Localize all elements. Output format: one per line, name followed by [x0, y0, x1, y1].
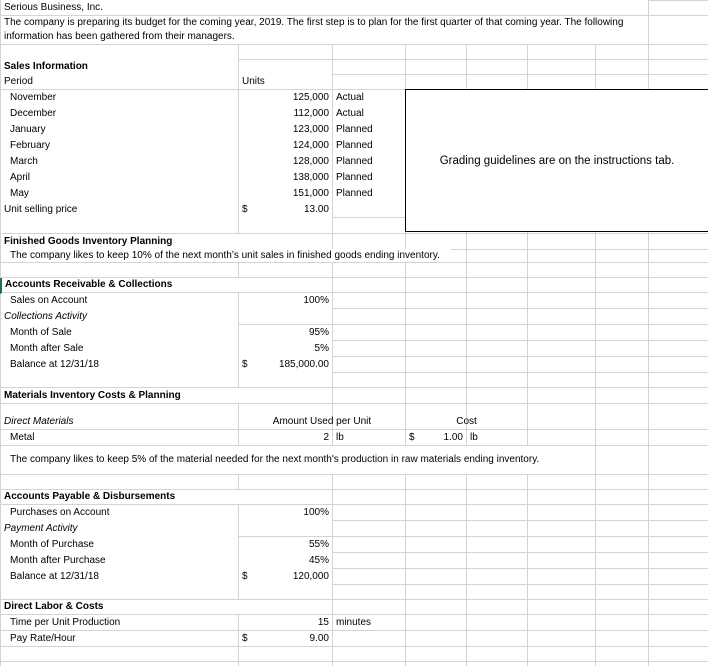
receivables-heading: Accounts Receivable & Collections — [2, 278, 332, 292]
time-per-unit-label: Time per Unit Production — [1, 615, 238, 630]
sales-status-april[interactable]: Planned — [333, 170, 405, 186]
sales-status-november[interactable]: Actual — [333, 90, 405, 106]
sales-units-december[interactable]: 112,000 — [239, 106, 332, 122]
unit-price-value[interactable]: 13.00 — [259, 202, 332, 218]
sales-units-march[interactable]: 128,000 — [239, 154, 332, 170]
sales-status-december[interactable]: Actual — [333, 106, 405, 122]
direct-materials-label: Direct Materials — [1, 414, 238, 429]
finished-goods-text: The company likes to keep 10% of the next month’s unit sales in finished goods ending inventory. — [1, 249, 451, 262]
time-per-unit-value[interactable]: 15 — [239, 615, 332, 630]
metal-amount-unit: lb — [333, 430, 405, 445]
purchases-on-account-value[interactable]: 100% — [239, 505, 332, 521]
month-of-purchase-value[interactable]: 55% — [239, 537, 332, 553]
purchases-on-account-label: Purchases on Account — [1, 505, 238, 521]
sales-status-march[interactable]: Planned — [333, 154, 405, 170]
metal-cost-unit: lb — [467, 430, 527, 445]
metal-label: Metal — [1, 430, 238, 445]
cost-header: Cost — [456, 416, 477, 427]
month-after-sale-label: Month after Sale — [1, 341, 238, 357]
grading-note-textbox[interactable] — [405, 89, 708, 232]
month-of-purchase-label: Month of Purchase — [1, 537, 238, 553]
sales-period-december: December — [1, 106, 238, 122]
month-of-sale-value[interactable]: 95% — [239, 325, 332, 341]
company-title: Serious Business, Inc. — [1, 0, 648, 15]
sales-units-april[interactable]: 138,000 — [239, 170, 332, 186]
grading-note-text: Grading guidelines are on the instructions tab. — [439, 154, 675, 167]
sales-col-units: Units — [239, 74, 332, 89]
ar-balance-currency: $ — [239, 357, 259, 373]
sales-units-january[interactable]: 123,000 — [239, 122, 332, 138]
sales-units-february[interactable]: 124,000 — [239, 138, 332, 154]
month-after-purchase-value[interactable]: 45% — [239, 553, 332, 569]
pay-rate-label: Pay Rate/Hour — [1, 631, 238, 646]
sales-heading: Sales Information — [1, 59, 238, 74]
sales-status-january[interactable]: Planned — [333, 122, 405, 138]
sales-units-may[interactable]: 151,000 — [239, 186, 332, 202]
sales-status-may[interactable]: Planned — [333, 186, 405, 202]
finished-goods-heading: Finished Goods Inventory Planning — [1, 234, 332, 249]
pay-rate-currency: $ — [239, 631, 259, 646]
ar-balance-label: Balance at 12/31/18 — [1, 357, 238, 373]
metal-amount[interactable]: 2 — [239, 430, 332, 445]
sales-period-april: April — [1, 170, 238, 186]
ap-balance-label: Balance at 12/31/18 — [1, 569, 238, 585]
unit-price-currency: $ — [239, 202, 259, 218]
month-after-sale-value[interactable]: 5% — [239, 341, 332, 357]
materials-heading: Materials Inventory Costs & Planning — [1, 388, 332, 403]
sales-on-account-label: Sales on Account — [1, 293, 238, 309]
intro-text-line1: The company is preparing its budget for the coming year, 2019. The first step is to plan for the first quarter of that coming year. The following — [1, 16, 648, 30]
sales-period-march: March — [1, 154, 238, 170]
ap-balance-value[interactable]: 120,000 — [259, 569, 332, 585]
month-after-purchase-label: Month after Purchase — [1, 553, 238, 569]
metal-cost-currency: $ — [406, 430, 426, 445]
sales-period-february: February — [1, 138, 238, 154]
amount-used-header: Amount Used per Unit — [272, 416, 372, 427]
labor-heading: Direct Labor & Costs — [1, 600, 332, 614]
sales-col-period: Period — [1, 74, 238, 89]
materials-inventory-note: The company likes to keep 5% of the material needed for the next month's production in raw materials ending inventory. — [1, 446, 595, 474]
sales-period-january: January — [1, 122, 238, 138]
pay-rate-value[interactable]: 9.00 — [259, 631, 332, 646]
collections-activity-label: Collections Activity — [1, 309, 238, 325]
month-of-sale-label: Month of Sale — [1, 325, 238, 341]
ap-balance-currency: $ — [239, 569, 259, 585]
metal-cost[interactable]: 1.00 — [426, 430, 466, 445]
sales-period-may: May — [1, 186, 238, 202]
payment-activity-label: Payment Activity — [1, 521, 238, 537]
ar-balance-value[interactable]: 185,000.00 — [259, 357, 332, 373]
intro-text-line2: information has been gathered from their managers. — [1, 30, 648, 44]
time-per-unit-unit: minutes — [333, 615, 405, 630]
sales-status-february[interactable]: Planned — [333, 138, 405, 154]
unit-price-label: Unit selling price — [1, 202, 238, 218]
sales-period-november: November — [1, 90, 238, 106]
sales-on-account-value[interactable]: 100% — [239, 293, 332, 309]
payables-heading: Accounts Payable & Disbursements — [1, 490, 332, 504]
sales-units-november[interactable]: 125,000 — [239, 90, 332, 106]
